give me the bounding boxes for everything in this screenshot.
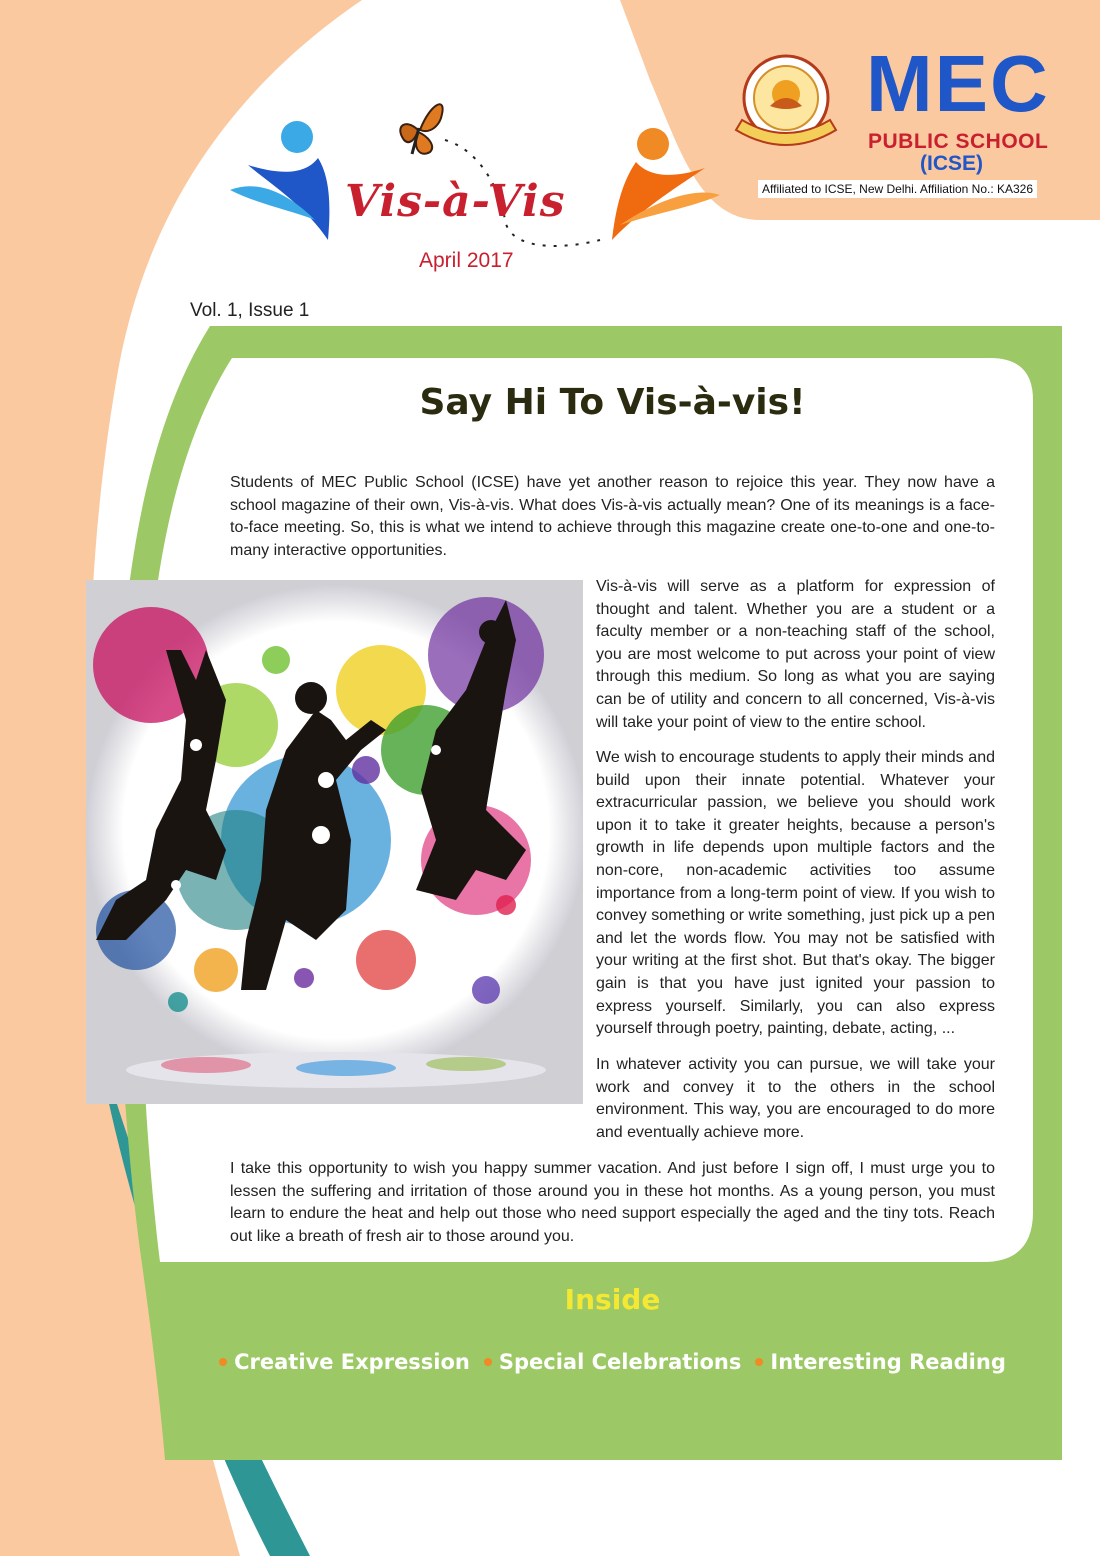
magazine-title: Vis-à-Vis xyxy=(345,176,566,227)
bullet-icon xyxy=(755,1358,763,1366)
school-emblem-icon xyxy=(730,50,842,158)
hero-image xyxy=(86,580,583,1104)
inside-item xyxy=(219,1350,470,1374)
article-paragraph: Students of MEC Public School (ICSE) have yet another reason to rejoice this year. They now have a school magazine of their own, Vis-à-vis. What does Vis-à-vis actually mean? One of its meanings is a face-to-face meeting. So, this is what we intend to achieve through this magazine create one-to-one and one-to-many interactive opportunities. xyxy=(230,474,995,559)
school-subtitle: PUBLIC SCHOOL xyxy=(868,130,1049,153)
article-paragraph: Vis-à-vis will serve as a platform for expression of thought and talent. Whether you are a student or a faculty member or a non-teaching staff of the school, you are most welcome to put across your point of view through this medium. So long as what you are saying can be of utility and concern to all concerned, Vis-à-vis will take your point of view to the entire school. xyxy=(596,578,995,731)
school-name: MEC xyxy=(866,39,1050,128)
inside-item-label: Interesting Reading xyxy=(770,1350,1006,1374)
volume-issue: Vol. 1, Issue 1 xyxy=(190,300,310,321)
inside-item xyxy=(484,1350,742,1374)
school-board: (ICSE) xyxy=(920,152,983,175)
article-paragraph: We wish to encourage students to apply their minds and build upon their innate potential. Whatever your extracurricular passion, we believe you should work upon it to take it greater heights, because a person's growth in life depends upon multiple factors and the non-core, non-academic activities too assume importance from a long-term point of view. If you wish to convey something or write something, just pick up a pen and let the words flow. You may not be satisfied with your writing at the first shot. But that's okay. The bigger gain is that you have just ignited your passion to express yourself. Similarly, you can also express yourself through poetry, painting, debate, acting, ... xyxy=(596,749,995,1038)
bullet-icon xyxy=(484,1358,492,1366)
article-paragraph: In whatever activity you can pursue, we will take your work and convey it to the others in the school environment. This way, you are encouraged to do more and eventually achieve more. xyxy=(596,1056,995,1141)
inside-item xyxy=(755,1350,1005,1374)
inside-item-label: Special Celebrations xyxy=(498,1350,742,1374)
article-title: Say Hi To Vis-à-vis! xyxy=(419,382,806,423)
affiliation-note: Affiliated to ICSE, New Delhi. Affiliation No.: KA326 xyxy=(758,180,1037,198)
article-paragraph: I take this opportunity to wish you happy summer vacation. And just before I sign off, I must urge you to lessen the suffering and irritation of those around you in these hot months. As a young person, you must learn to endure the heat and help out those who need support especially the aged and the tiny tots. Reach out like a breath of fresh air to those around you. xyxy=(230,1160,995,1245)
bullet-icon xyxy=(219,1358,227,1366)
inside-item-label: Creative Expression xyxy=(234,1350,470,1374)
inside-heading: Inside xyxy=(564,1283,661,1316)
issue-date: April 2017 xyxy=(419,249,514,272)
inside-list xyxy=(160,1350,1065,1374)
person-blue-icon xyxy=(230,121,329,240)
butterfly-icon xyxy=(390,96,448,160)
